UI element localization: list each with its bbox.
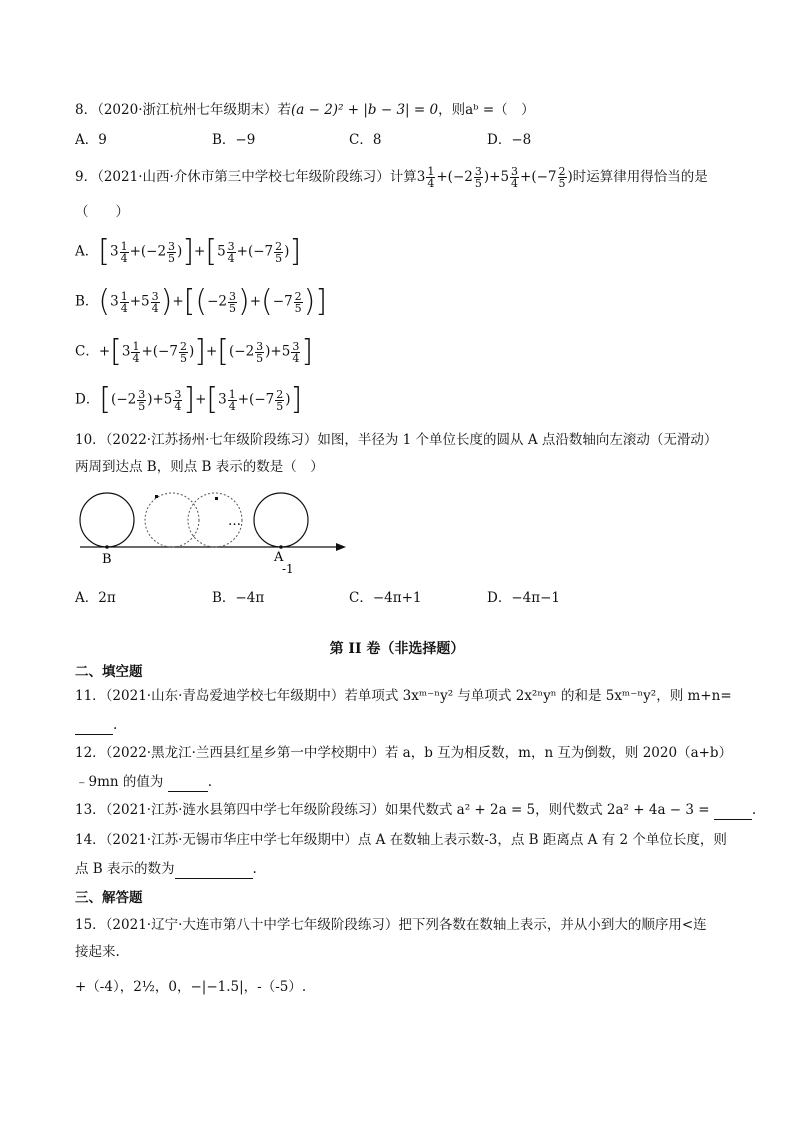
label-minus-one: -1 <box>282 562 294 576</box>
marker-1 <box>155 495 158 498</box>
q15-line2: 接起来. <box>75 944 120 960</box>
q15-line3: +（-4），2½，0，−|−1.5|，-（-5）. <box>75 979 307 995</box>
q14-line2: 点 B 表示的数为 . <box>75 861 257 877</box>
axis-arrow <box>336 543 346 551</box>
part-two-title: 第 II 卷（非选择题） <box>329 641 465 657</box>
q8-stem: 8．（2020·浙江杭州七年级期末）若(a − 2)² + |b − 3| = 0，则aᵇ =（ ） <box>75 102 535 118</box>
section-fill-in: 二、填空题 <box>75 664 143 680</box>
q11-blank[interactable]: . <box>75 715 117 735</box>
point-a <box>279 545 283 549</box>
rolling-circle-figure <box>70 487 360 577</box>
dotted-circle-1 <box>145 493 199 547</box>
q11-text: 11．（2021·山东·青岛爱迪学校七年级期中）若单项式 3xᵐ⁻ⁿy² 与单项式 2x²ⁿyⁿ 的和是 5xᵐ⁻ⁿy²，则 m+n= <box>75 688 732 704</box>
q9-expression: 3 $\frac{1}{4}$ +(−2 $\frac{3}{5}$ )+5 $\frac{3}{4}$ +(−7 $\frac{2}{5}$ ) <box>416 165 573 190</box>
ellipsis-label: … <box>228 514 241 529</box>
q14-line1: 14．（2021·江苏·无锡市华庄中学七年级期中）点 A 在数轴上表示数-3，点 B 距离点 A 有 2 个单位长度，则 <box>75 832 727 848</box>
q10-option-b[interactable]: B．−4π <box>212 590 265 606</box>
q12-line2: ﹣9mn 的值为 . <box>75 774 212 790</box>
q12-blank[interactable] <box>168 777 208 792</box>
circle-at-b <box>80 493 134 547</box>
label-a: A <box>274 550 284 565</box>
q12-line1: 12．（2022·黑龙江·兰西县红星乡第一中学校期中）若 a，b 互为相反数，m，n 互为倒数，则 2020（a+b） <box>75 745 733 761</box>
q9-option-a[interactable]: A．[3 $\frac{1}{4}$ +(−2 $\frac{3}{5}$ )]+[5 $\frac{3}{4}$ +(−7 $\frac{2}{5}$ )] <box>75 234 302 269</box>
q15-line1: 15．（2021·辽宁·大连市第八十中学七年级阶段练习）把下列各数在数轴上表示，并从小到大的顺序用<连 <box>75 917 707 933</box>
q9-option-c[interactable]: C．+[3 $\frac{1}{4}$ +(−7 $\frac{2}{5}$ )]+[(−2 $\frac{3}{5}$ )+5 $\frac{3}{4}$ ] <box>75 334 314 369</box>
q14-blank[interactable] <box>175 864 253 879</box>
q8-option-c[interactable]: C．8 <box>349 132 382 148</box>
q9-option-d[interactable]: D．[(−2 $\frac{3}{5}$ )+5 $\frac{3}{4}$ ]+[3 $\frac{1}{4}$ +(−7 $\frac{2}{5}$ )] <box>75 382 303 417</box>
q8-option-a[interactable]: A．9 <box>75 132 107 148</box>
circle-at-a <box>254 493 308 547</box>
q10-option-d[interactable]: D．−4π−1 <box>487 590 560 606</box>
q8-tail: ，则aᵇ =（ ） <box>438 102 535 118</box>
q10-option-c[interactable]: C．−4π+1 <box>349 590 422 606</box>
label-b: B <box>102 552 112 567</box>
q8-option-d[interactable]: D．−8 <box>487 132 532 148</box>
section-answer: 三、解答题 <box>75 890 143 906</box>
marker-2 <box>215 497 218 500</box>
q13-line: 13．（2021·江苏·涟水县第四中学七年级阶段练习）如果代数式 a² + 2a = 5，则代数式 2a² + 4a − 3 = . <box>75 802 757 818</box>
q8-option-b[interactable]: B．−9 <box>212 132 256 148</box>
q9-stem: 9．（2021·山西·介休市第三中学校七年级阶段练习）计算3 $\frac{1}{4}$ +(−2 $\frac{3}{5}$ )+5 $\frac{3}{4}$ +(−7 $\frac{2}{5}$ )时运算律用得恰当的是 <box>75 165 708 190</box>
q9-option-b[interactable]: B．(3 $\frac{1}{4}$ +5 $\frac{3}{4}$ )+[(−2 $\frac{3}{5}$ )+(−7 $\frac{2}{5}$ )] <box>75 284 328 319</box>
q13-blank[interactable] <box>714 805 752 820</box>
q10-line2: 两周到达点 B，则点 B 表示的数是（ ） <box>75 459 324 475</box>
q10-option-a[interactable]: A．2π <box>75 590 116 606</box>
point-b <box>105 545 109 549</box>
q8-expression: (a − 2)² + |b − 3| = 0 <box>291 102 439 118</box>
q9-paren: （ ） <box>75 204 129 220</box>
q10-line1: 10．（2022·江苏扬州·七年级阶段练习）如图，半径为 1 个单位长度的圆从 A 点沿数轴向左滚动（无滑动） <box>75 432 718 448</box>
